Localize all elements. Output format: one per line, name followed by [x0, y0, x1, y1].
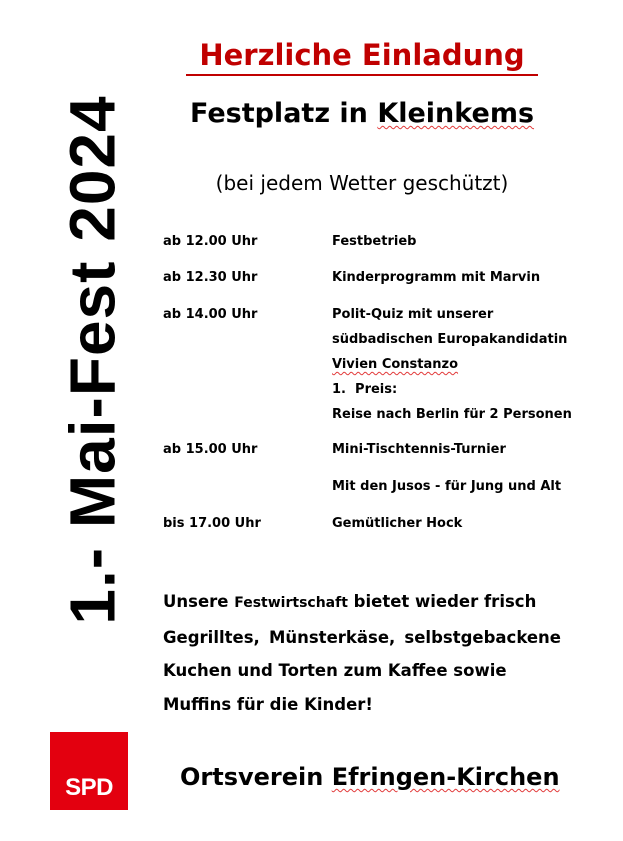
program-activity-5: Gemütlicher Hock — [332, 516, 463, 531]
spd-logo — [50, 732, 128, 810]
footer-place: Efringen-Kirchen — [331, 763, 560, 791]
spd-logo-text: SPD — [65, 774, 113, 801]
promo-line-3: Kuchen und Torten zum Kaffee sowie — [163, 661, 507, 680]
program-activity-4-line-2: Mit den Jusos - für Jung und Alt — [332, 479, 562, 494]
program-time-4: ab 15.00 Uhr — [163, 442, 258, 457]
program-time-3: ab 14.00 Uhr — [163, 307, 258, 322]
footer-prefix: Ortsverein — [180, 763, 332, 791]
subheadline-prefix: Festplatz in — [189, 98, 378, 129]
promo-line-1b: Festwirtschaft — [234, 595, 348, 611]
promo-line-4: Muffins für die Kinder! — [163, 694, 373, 714]
program-time-5: bis 17.00 Uhr — [163, 516, 261, 531]
headline: Herzliche Einladung — [186, 38, 538, 76]
side-title — [57, 40, 129, 680]
subheadline-place: Kleinkems — [377, 98, 535, 129]
promo-line-1a: Unsere — [163, 592, 235, 611]
program-time-2: ab 12.30 Uhr — [163, 270, 258, 285]
program-activity-1: Festbetrieb — [332, 234, 417, 249]
program-time-1: ab 12.00 Uhr — [163, 234, 258, 249]
promo-line-2 — [163, 621, 561, 655]
promo-paragraph — [163, 585, 583, 721]
program-activity-3-line-1: Polit-Quiz mit unserer — [332, 307, 494, 322]
program-activity-3-line-4: 1. Preis: — [332, 382, 398, 397]
footer-organization — [180, 763, 560, 791]
promo-line-2-word-3: selbstgebackene — [404, 627, 561, 647]
side-title-text: 1.- Mai-Fest 2024 — [57, 95, 129, 625]
promo-line-2-word-1: Gegrilltes, — [163, 627, 260, 647]
program-activity-3-line-2: südbadischen Europakandidatin — [332, 332, 568, 347]
subheadline — [186, 98, 538, 130]
program-activity-3-line-5: Reise nach Berlin für 2 Personen — [332, 407, 572, 422]
weather-note: (bei jedem Wetter geschützt) — [215, 171, 509, 195]
promo-line-1 — [163, 585, 583, 621]
program-activity-3-line-3: Vivien Constanzo — [332, 357, 459, 372]
promo-line-1c: bietet wieder frisch — [347, 592, 537, 611]
program-activity-4-line-1: Mini-Tischtennis-Turnier — [332, 442, 506, 457]
promo-line-2-word-2: Münsterkäse, — [268, 627, 396, 647]
program-activity-2: Kinderprogramm mit Marvin — [332, 270, 541, 285]
